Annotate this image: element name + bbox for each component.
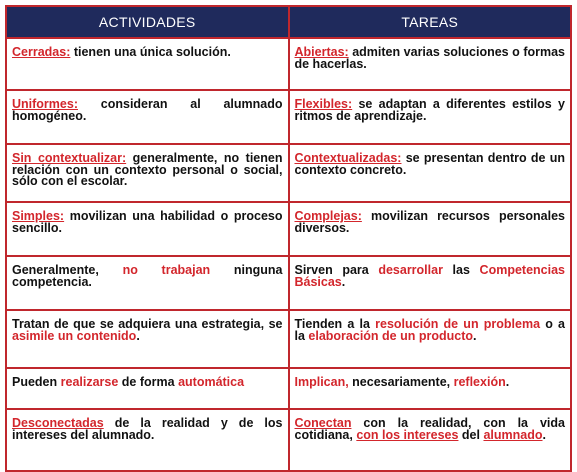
text-period: . <box>136 328 140 343</box>
cell-actividad-5 <box>6 256 289 310</box>
table-row <box>6 409 571 471</box>
table-row <box>6 38 571 90</box>
cell-actividad-6 <box>6 310 289 368</box>
term-implican: Implican, <box>294 375 349 389</box>
term-complejas: Complejas: <box>294 209 362 223</box>
term-asimile-contenido: asimile un contenido <box>12 328 137 343</box>
term-resolucion-problema: resolución de un problema <box>375 317 541 331</box>
text-las: las <box>442 263 480 277</box>
term-realizarse: realizarse <box>60 375 119 389</box>
text-period: . <box>505 375 510 389</box>
term-automatica: automática <box>178 375 245 389</box>
desc-abiertas: admiten varias soluciones o formas de hacerlas. <box>294 45 565 71</box>
cell-tarea-5 <box>289 256 572 310</box>
table-row <box>6 368 571 409</box>
desc-desconectadas: de la realidad y de los intereses del alumnado. <box>12 416 283 442</box>
term-cerradas: Cerradas: <box>12 45 71 59</box>
text-o-a-la: o a la <box>294 317 565 343</box>
text-generalmente: Generalmente, <box>12 263 123 277</box>
text-period: . <box>341 274 346 289</box>
cell-tarea-1 <box>289 38 572 90</box>
term-uniformes: Uniformes: <box>12 97 78 111</box>
term-competencias-basicas: Competencias Básicas <box>294 263 565 289</box>
text-con-la-realidad: con la realidad, con la vida cotidiana, <box>294 416 565 442</box>
term-con-los-intereses: con los intereses <box>356 427 459 442</box>
text-sirven-para: Sirven para <box>294 263 379 277</box>
table-row <box>6 310 571 368</box>
desc-cerradas: tienen una única solución. <box>70 45 231 59</box>
text-necesariamente: necesariamente, <box>348 375 454 389</box>
cell-tarea-8 <box>289 409 572 471</box>
term-alumnado: alumnado <box>483 427 543 442</box>
term-abiertas: Abiertas: <box>294 45 349 59</box>
table-row <box>6 202 571 256</box>
term-elaboracion-producto: elaboración de un producto <box>308 328 473 343</box>
desc-uniformes: consideran al alumnado homogéneo. <box>12 97 283 123</box>
cell-actividad-2 <box>6 90 289 144</box>
cell-actividad-8 <box>6 409 289 471</box>
desc-complejas: movilizan recursos personales diversos. <box>294 209 565 235</box>
cell-tarea-7 <box>289 368 572 409</box>
term-flexibles: Flexibles: <box>294 97 353 111</box>
text-period: . <box>542 427 546 442</box>
desc-sin-contextualizar: generalmente, no tienen relación con un contexto personal o social, sólo con el escolar. <box>12 151 283 188</box>
header-row <box>6 6 571 38</box>
cell-tarea-2 <box>289 90 572 144</box>
text-ninguna-competencia: ninguna competencia. <box>12 263 283 289</box>
cell-tarea-4 <box>289 202 572 256</box>
text-period: . <box>473 328 477 343</box>
term-contextualizadas: Contextualizadas: <box>294 151 402 165</box>
desc-simples: movilizan una habilidad o proceso sencillo. <box>12 209 283 235</box>
table-row <box>6 256 571 310</box>
cell-tarea-6 <box>289 310 572 368</box>
cell-actividad-1 <box>6 38 289 90</box>
table-row <box>6 90 571 144</box>
text-de-forma: de forma <box>118 375 179 389</box>
term-conectan: Conectan <box>294 416 352 430</box>
text-del: del <box>458 427 484 442</box>
cell-actividad-4 <box>6 202 289 256</box>
header-actividades: ACTIVIDADES <box>6 6 289 38</box>
cell-actividad-3 <box>6 144 289 202</box>
term-desconectadas: Desconectadas <box>12 416 104 430</box>
term-desarrollar: desarrollar <box>378 263 443 277</box>
text-pueden: Pueden <box>12 375 61 389</box>
text-tienden: Tienden a la <box>294 317 376 331</box>
table-row <box>6 144 571 202</box>
term-no-trabajan: no trabajan <box>122 263 211 277</box>
term-sin-contextualizar: Sin contextualizar: <box>12 151 127 165</box>
comparison-table-container <box>5 5 572 472</box>
term-reflexion: reflexión <box>453 375 506 389</box>
text-tratan: Tratan de que se adquiera una estrategia, se <box>12 317 283 331</box>
comparison-table <box>5 5 572 472</box>
desc-contextualizadas: se presentan dentro de un contexto concreto. <box>294 151 565 177</box>
header-tareas: TAREAS <box>289 6 572 38</box>
cell-tarea-3 <box>289 144 572 202</box>
desc-flexibles: se adaptan a diferentes estilos y ritmos de aprendizaje. <box>294 97 565 123</box>
cell-actividad-7 <box>6 368 289 409</box>
term-simples: Simples: <box>12 209 65 223</box>
